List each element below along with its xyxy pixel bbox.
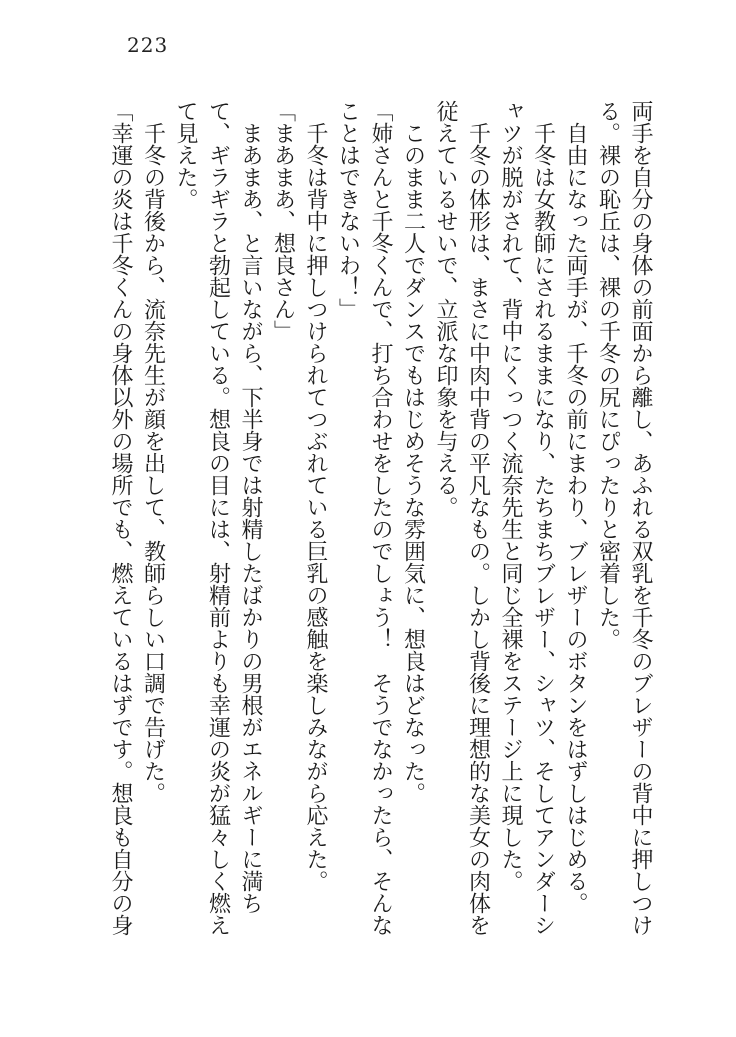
paragraph: 「まあまあ、想良さん」: [270, 100, 296, 342]
paragraph: 両手を自分の身体の前面から離し、あふれる双乳を千冬のブレザーの背中に押しつける。裸の恥丘は、裸の千冬の尻にぴったりと密着した。: [595, 100, 653, 936]
paragraph: 自由になった両手が、千冬の前にまわり、ブレザーのボタンをはずしはじめる。: [563, 122, 588, 914]
paragraph: このまま二人でダンスでもはじめそうな雰囲気に、想良はどなった。: [400, 122, 426, 804]
paragraph: 千冬は女教師にされるままになり、たちまちブレザー、シャツ、そしてアンダーシャツが脱がされて、背中にくっつく流奈先生と同じ全裸をステージ上に現した。: [498, 100, 556, 936]
paragraph: 「姉さんと千冬くんで、打ち合わせをしたのでしょう！ そうでなかったら、そんなことはできないわ！」: [335, 100, 393, 936]
paragraph: まあまあ、と言いながら、下半身では射精したばかりの男根がエネルギーに満ちて、ギラギラと勃起している。想良の目には、射精前よりも幸運の炎が猛々しく燃えて見えた。: [173, 100, 263, 936]
page-number: 223: [127, 33, 169, 57]
body-text: [100, 100, 656, 940]
paragraph: 千冬の体形は、まさに中肉中背の平凡なもの。しかし背後に理想的な美女の肉体を従えているせいで、立派な印象を与える。: [433, 100, 491, 936]
paragraph: 千冬は背中に押しつけられてつぶれている巨乳の感触を楽しみながら応えた。: [303, 122, 328, 892]
paragraph: 「幸運の炎は千冬くんの身体以外の場所でも、燃えているはずです。想良も自分の身: [108, 100, 133, 936]
paragraph: 千冬の背後から、流奈先生が顔を出して、教師らしい口調で告げた。: [140, 122, 166, 804]
